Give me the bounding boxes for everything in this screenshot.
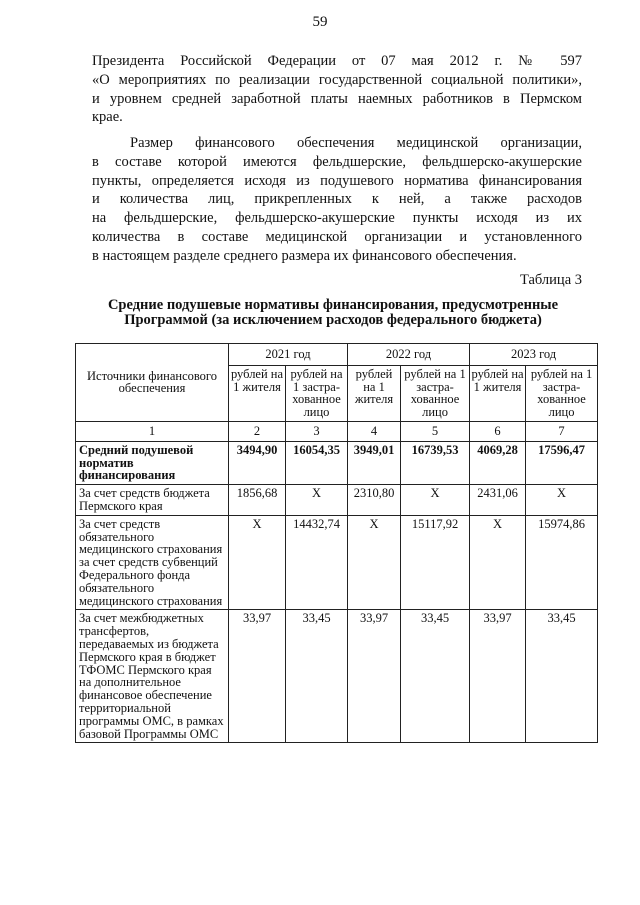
cell-value: 33,45	[401, 610, 470, 743]
column-number: 5	[401, 421, 470, 441]
table-title-line: Средние подушевые нормативы финансирования, предусмотренные	[107, 297, 559, 313]
cell-value: 16739,53	[401, 441, 470, 484]
unit-header-per-resident: рублей на 1 жителя	[229, 365, 286, 421]
column-number-row	[76, 421, 598, 441]
year-header: 2021 год	[229, 344, 348, 366]
paragraph-1-line: крае.	[92, 109, 123, 126]
paragraph-2	[92, 134, 582, 266]
cell-value: 2431,06	[470, 485, 526, 516]
cell-value: 3494,90	[229, 441, 286, 484]
cell-value: 33,45	[526, 610, 598, 743]
paragraph-2-line: в настоящем разделе среднего размера их финансового обеспечения.	[92, 247, 517, 264]
column-number: 6	[470, 421, 526, 441]
cell-value: 1856,68	[229, 485, 286, 516]
year-header: 2023 год	[470, 344, 598, 366]
cell-value: 3949,01	[348, 441, 401, 484]
column-number: 2	[229, 421, 286, 441]
paragraph-2-line: на фельдшерские, фельдшерско-акушерские пункты исходя из их	[92, 210, 582, 227]
paragraph-2-line: Размер финансового обеспечения медицинской организации,	[130, 135, 582, 151]
financing-table	[75, 343, 598, 743]
paragraph-2-line: количества в составе медицинской организации и установленного	[92, 228, 582, 245]
cell-value: 33,45	[286, 610, 348, 743]
table-row	[76, 441, 598, 484]
cell-value: Х	[229, 515, 286, 610]
row-label: За счет средств обязательного медицинского страхования за счет средств субвенций Федерального фонда обязательного медицинского страхования	[76, 515, 229, 610]
paragraph-1-line: и уровнем средней заработной платы наемных работников в Пермском	[92, 90, 582, 107]
cell-value: Х	[470, 515, 526, 610]
paragraph-2-line: в составе которой имеются фельдшерские, фельдшерско-акушерские	[92, 153, 582, 170]
unit-header-per-insured: рублей на 1 застра-хованное лицо	[401, 365, 470, 421]
row-label: За счет межбюджетных трансфертов, передаваемых из бюджета Пермского края в бюджет ТФОМС Пермского края на дополнительное финансовое обеспечение территориальной программы ОМС, в рамках базовой Программы ОМС	[76, 610, 229, 743]
cell-value: 15117,92	[401, 515, 470, 610]
paragraph-1	[92, 52, 582, 127]
table-title-line: Программой (за исключением расходов федерального бюджета)	[124, 312, 542, 328]
paragraph-1-line: «О мероприятиях по реализации государственной социальной политики»,	[92, 71, 582, 88]
cell-value: 33,97	[229, 610, 286, 743]
column-number: 1	[76, 421, 229, 441]
unit-header-per-insured: рублей на 1 застра-хованное лицо	[286, 365, 348, 421]
table-title	[80, 298, 586, 328]
cell-value: 2310,80	[348, 485, 401, 516]
cell-value: Х	[348, 515, 401, 610]
unit-header-per-resident: рублей на 1 жителя	[348, 365, 401, 421]
cell-value: 33,97	[348, 610, 401, 743]
cell-value: 15974,86	[526, 515, 598, 610]
unit-header-per-insured: рублей на 1 застра-хованное лицо	[526, 365, 598, 421]
paragraph-2-line: и количества лиц, прикрепленных к ней, а также расходов	[92, 191, 582, 208]
table-row	[76, 515, 598, 610]
column-number: 3	[286, 421, 348, 441]
cell-value: 17596,47	[526, 441, 598, 484]
table-row	[76, 610, 598, 743]
cell-value: 16054,35	[286, 441, 348, 484]
cell-value: 4069,28	[470, 441, 526, 484]
cell-value: 33,97	[470, 610, 526, 743]
year-header: 2022 год	[348, 344, 470, 366]
paragraph-2-line: пункты, определяется исходя из подушевого норматива финансирования	[92, 172, 582, 189]
row-label: Средний подушевой норматив финансирования	[76, 441, 229, 484]
column-number: 7	[526, 421, 598, 441]
column-number: 4	[348, 421, 401, 441]
table-label: Таблица 3	[519, 272, 582, 288]
row-label: За счет средств бюджета Пермского края	[76, 485, 229, 516]
paragraph-1-line: Президента Российской Федерации от 07 мая 2012 г. № 597	[92, 53, 582, 69]
unit-header-per-resident: рублей на 1 жителя	[470, 365, 526, 421]
cell-value: Х	[286, 485, 348, 516]
table-row	[76, 485, 598, 516]
source-header: Источники финансового обеспечения	[76, 344, 229, 422]
cell-value: 14432,74	[286, 515, 348, 610]
page-number: 59	[312, 14, 328, 30]
cell-value: Х	[401, 485, 470, 516]
cell-value: Х	[526, 485, 598, 516]
